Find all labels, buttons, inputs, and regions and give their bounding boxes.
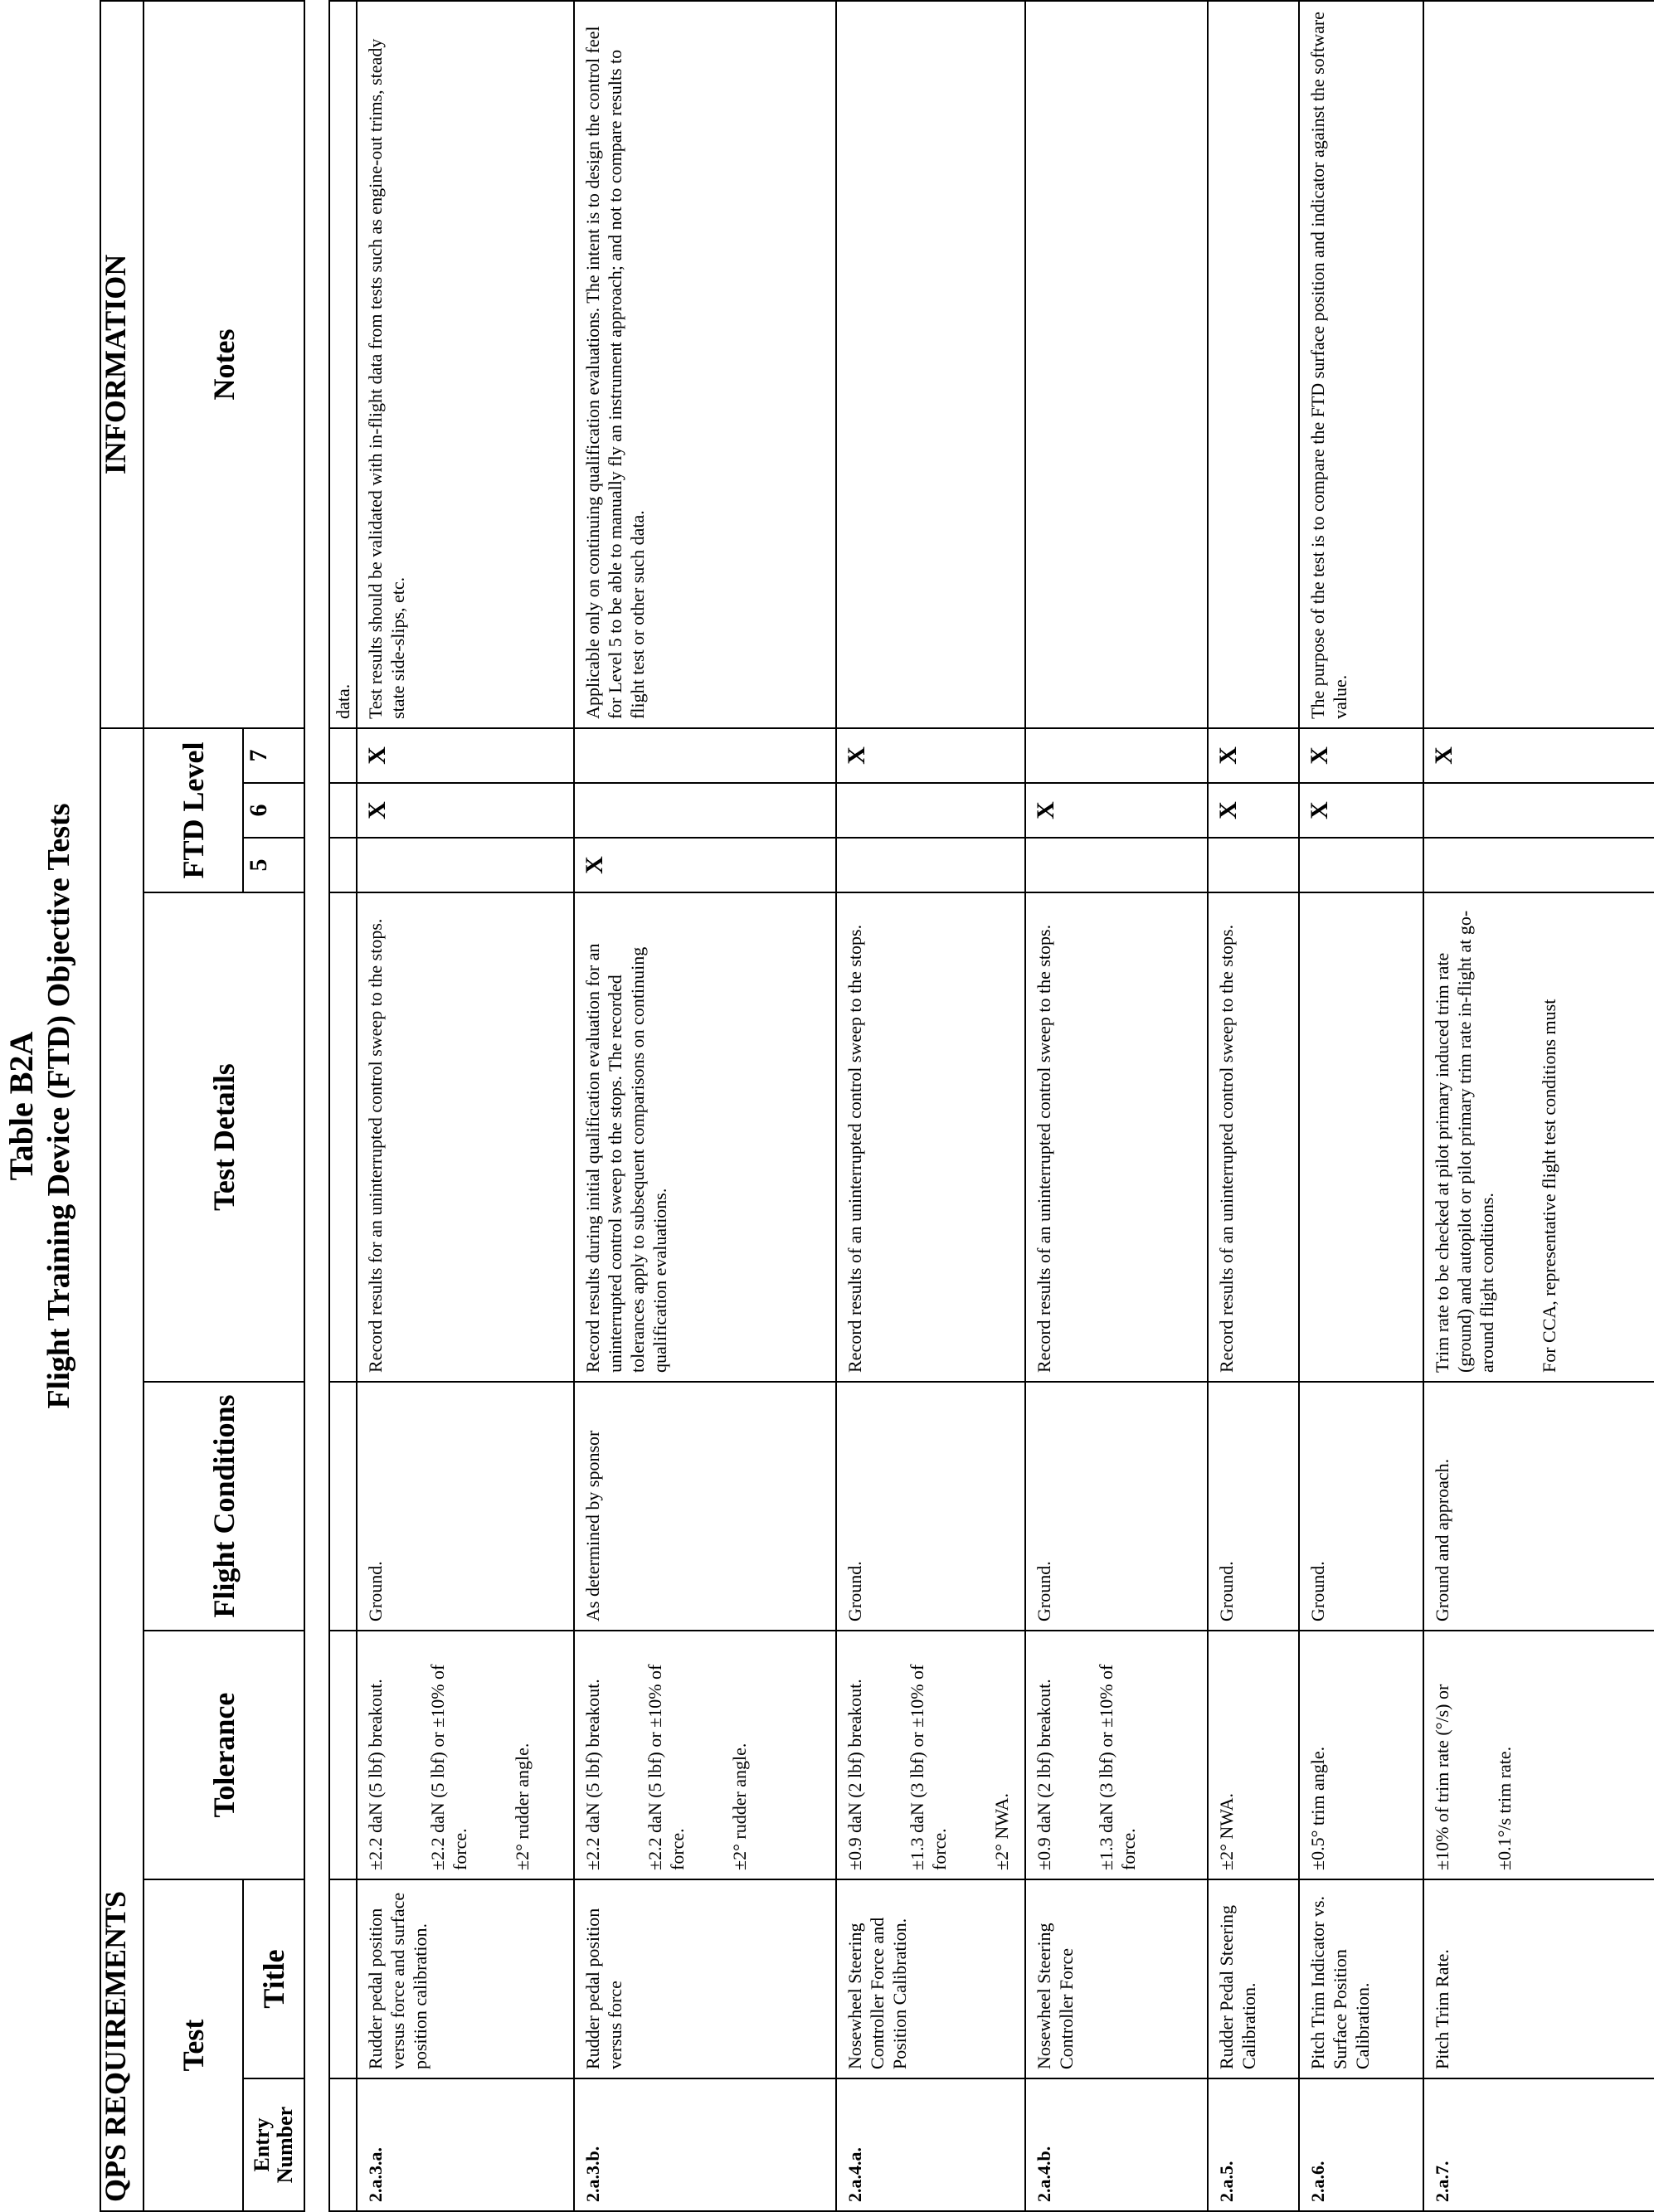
entry-number: 2.a.4.a. [836, 2078, 1025, 2211]
tolerance-line: ±0.5° trim angle. [1307, 1746, 1328, 1870]
level-6-mark: X [1208, 783, 1299, 838]
test-details [1208, 892, 1299, 1382]
objective-tests-table [100, 0, 1654, 2212]
tolerance-line: ±1.3 daN (3 lbf) or ±10% of force. [1096, 1664, 1139, 1870]
tolerance-line: ±1.3 daN (3 lbf) or ±10% of force. [907, 1664, 950, 1870]
tolerance-line: ±2.2 daN (5 lbf) breakout. [365, 1679, 386, 1870]
tolerance-line: ±2° NWA. [1216, 1793, 1237, 1870]
entry-number: 2.a.5. [1208, 2078, 1299, 2211]
information-header: INFORMATION [100, 1, 144, 728]
flight-conditions: Ground. [836, 1382, 1025, 1631]
tolerance [357, 1631, 574, 1879]
tolerance-line: ±2° rudder angle. [512, 1743, 533, 1870]
entry-number: 2.a.6. [1299, 2078, 1423, 2211]
entry-number-header: Entry Number [243, 2078, 304, 2211]
table-row [1423, 1, 1654, 2211]
flight-conditions-header: Flight Conditions [144, 1382, 304, 1631]
level-7-mark: X [1299, 728, 1423, 783]
test-details-paragraph: Record results for an uninterrupted control sweep to the stops. [365, 918, 386, 1373]
level-7-mark: X [1208, 728, 1299, 783]
notes [1025, 1, 1208, 728]
test-details-paragraph: Record results of an uninterrupted control sweep to the stops. [844, 924, 865, 1373]
level-7-mark [574, 728, 836, 783]
test-details-paragraph: Record results of an uninterrupted control sweep to the stops. [1216, 924, 1237, 1373]
entry-number: 2.a.3.b. [574, 2078, 836, 2211]
continuation-note: data. [329, 1, 357, 728]
level-5-mark [1299, 838, 1423, 892]
notes [836, 1, 1025, 728]
tolerance [1208, 1631, 1299, 1879]
test-title: Pitch Trim Indicator vs. Surface Position Calibration. [1299, 1879, 1423, 2078]
tolerance [574, 1631, 836, 1879]
test-title: Rudder pedal position versus force and surface position calibration. [357, 1879, 574, 2078]
entry-number: 2.a.4.b. [1025, 2078, 1208, 2211]
test-details [1423, 892, 1654, 1382]
level-6-mark [574, 783, 836, 838]
test-details-paragraph: Trim rate to be checked at pilot primary induced trim rate (ground) and autopilot or pilot primary trim rate in-flight at go-around flight conditions. [1432, 910, 1497, 1373]
title-header: Title [243, 1879, 304, 2078]
tolerance-line: ±2.2 daN (5 lbf) or ±10% of force. [645, 1664, 688, 1870]
test-title: Rudder pedal position versus force [574, 1879, 836, 2078]
level-6-mark [1423, 783, 1654, 838]
notes: The purpose of the test is to compare the FTD surface position and indicator against the software value. [1299, 1, 1423, 728]
table-row [1025, 1, 1208, 2211]
tolerance-line: ±0.1°/s trim rate. [1494, 1746, 1515, 1870]
level-5-mark [1025, 838, 1208, 892]
spacer-row [304, 1, 329, 2211]
ftd-level-header: FTD Level [144, 728, 243, 892]
test-details-paragraph: Record results during initial qualification evaluation for an uninterrupted control sweep to the stops. The recorded tolerances apply to subsequent comparisons on continuing qualification evaluations. [582, 943, 670, 1373]
table-row [1299, 1, 1423, 2211]
test-details-paragraph: Record results of an uninterrupted control sweep to the stops. [1034, 924, 1054, 1373]
level-7-mark: X [836, 728, 1025, 783]
table-row [1208, 1, 1299, 2211]
table-row [574, 1, 836, 2211]
test-details-header: Test Details [144, 892, 304, 1382]
rotated-table-area [100, 0, 1654, 2212]
page-header [0, 0, 100, 2212]
continuation-row [329, 1, 357, 2211]
level-6-mark: X [357, 783, 574, 838]
tolerance-line: ±10% of trim rate (°/s) or [1432, 1684, 1452, 1870]
level-6-mark: X [1025, 783, 1208, 838]
table-title: Table B2A [2, 1031, 40, 1181]
tolerance-line: ±2° rudder angle. [729, 1743, 750, 1870]
test-details [357, 892, 574, 1382]
test-title: Pitch Trim Rate. [1423, 1879, 1654, 2078]
table-subtitle: Flight Training Device (FTD) Objective Tests [41, 803, 76, 1409]
test-title: Nosewheel Steering Controller Force [1025, 1879, 1208, 2078]
tolerance [1299, 1631, 1423, 1879]
tolerance-line: ±0.9 daN (2 lbf) breakout. [1034, 1679, 1054, 1870]
group-header-row [100, 1, 144, 2211]
level-6-header: 6 [243, 783, 304, 838]
test-details [574, 892, 836, 1382]
level-5-mark: X [574, 838, 836, 892]
tolerance-line: ±2.2 daN (5 lbf) or ±10% of force. [427, 1664, 470, 1870]
test-title: Rudder Pedal Steering Calibration. [1208, 1879, 1299, 2078]
tolerance [1025, 1631, 1208, 1879]
entry-number: 2.a.7. [1423, 2078, 1654, 2211]
notes [1423, 1, 1654, 728]
column-header-row-1 [144, 1, 243, 2211]
notes-header: Notes [144, 1, 304, 728]
level-7-mark [1025, 728, 1208, 783]
level-7-mark: X [357, 728, 574, 783]
tolerance [1423, 1631, 1654, 1879]
test-details [836, 892, 1025, 1382]
level-6-mark: X [1299, 783, 1423, 838]
flight-conditions: Ground. [1025, 1382, 1208, 1631]
test-title: Nosewheel Steering Controller Force and Position Calibration. [836, 1879, 1025, 2078]
notes [1208, 1, 1299, 728]
tolerance-line: ±2° NWA. [991, 1793, 1012, 1870]
level-5-mark [357, 838, 574, 892]
flight-conditions: Ground. [1299, 1382, 1423, 1631]
table-row [357, 1, 574, 2211]
qps-requirements-header: QPS REQUIREMENTS [100, 728, 144, 2211]
flight-conditions: Ground. [1208, 1382, 1299, 1631]
notes: Test results should be validated with in-flight data from tests such as engine-out trims, steady state side-slips, etc. [357, 1, 574, 728]
level-5-mark [1423, 838, 1654, 892]
level-5-header: 5 [243, 838, 304, 892]
table-row [836, 1, 1025, 2211]
tolerance [836, 1631, 1025, 1879]
flight-conditions: Ground and approach. [1423, 1382, 1654, 1631]
test-details [1299, 892, 1423, 1382]
test-details-paragraph: For CCA, representative flight test conditions must [1539, 999, 1559, 1373]
level-6-mark [836, 783, 1025, 838]
tolerance-line: ±2.2 daN (5 lbf) breakout. [582, 1679, 603, 1870]
level-5-mark [1208, 838, 1299, 892]
level-7-mark: X [1423, 728, 1654, 783]
tolerance-line: ±0.9 daN (2 lbf) breakout. [844, 1679, 865, 1870]
level-7-header: 7 [243, 728, 304, 783]
test-details [1025, 892, 1208, 1382]
tolerance-header: Tolerance [144, 1631, 304, 1879]
entry-number: 2.a.3.a. [357, 2078, 574, 2211]
table-body [304, 1, 1654, 2211]
level-5-mark [836, 838, 1025, 892]
flight-conditions: Ground. [357, 1382, 574, 1631]
notes: Applicable only on continuing qualification evaluations. The intent is to design the control feel for Level 5 to be able to manually fly an instrument approach; and not to compare results to flight test or other such data. [574, 1, 836, 728]
flight-conditions: As determined by sponsor [574, 1382, 836, 1631]
test-header: Test [144, 1879, 243, 2211]
